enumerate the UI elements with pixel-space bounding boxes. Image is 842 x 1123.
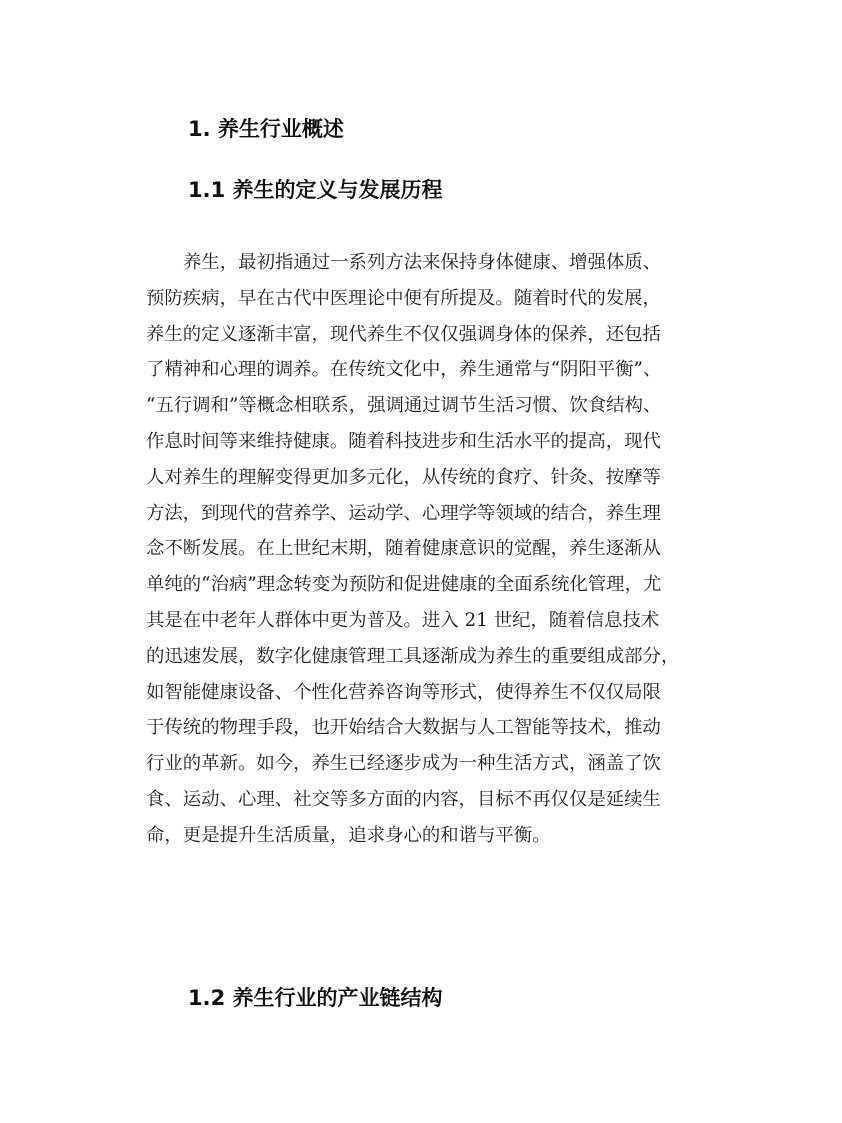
paragraph-line: 预防疾病，早在古代中医理论中便有所提及。随着时代的发展， — [146, 287, 661, 309]
paragraph-line: 人对养生的理解变得更加多元化，从传统的食疗、针灸、按摩等 — [146, 466, 661, 488]
paragraph-line: “五行调和”等概念相联系，强调通过调节生活习惯、饮食结构、 — [146, 395, 662, 417]
paragraph-line: 养生的定义逐渐丰富，现代养生不仅仅强调身体的保养，还包括 — [146, 323, 661, 345]
paragraph-line: 行业的革新。如今，养生已经逐步成为一种生活方式，涵盖了饮 — [146, 753, 661, 775]
paragraph-line: 养生，最初指通过一系列方法来保持身体健康、增强体质、 — [183, 252, 662, 273]
paragraph-line: 作息时间等来维持健康。随着科技进步和生活水平的提高，现代 — [146, 430, 661, 452]
paragraph-line: 如智能健康设备、个性化营养咨询等形式，使得养生不仅仅局限 — [146, 681, 661, 703]
paragraph-line: 食、运动、心理、社交等多方面的内容，目标不再仅仅是延续生 — [146, 788, 661, 810]
paragraph-line: 了精神和心理的调养。在传统文化中，养生通常与“阴阳平衡”、 — [146, 359, 662, 381]
section-heading-1-2: 1.2 养生行业的产业链结构 — [188, 986, 443, 1010]
paragraph-line: 命，更是提升生活质量，追求身心的和谐与平衡。 — [146, 824, 551, 846]
paragraph-line: 的迅速发展，数字化健康管理工具逐渐成为养生的重要组成部分， — [146, 645, 680, 667]
section-heading-1-1: 1.1 养生的定义与发展历程 — [188, 178, 443, 202]
paragraph-line: 念不断发展。在上世纪末期，随着健康意识的觉醒，养生逐渐从 — [146, 538, 661, 560]
paragraph-line: 单纯的“治病”理念转变为预防和促进健康的全面系统化管理，尤 — [146, 574, 662, 596]
paragraph-line: 其是在中老年人群体中更为普及。进入 21 世纪，随着信息技术 — [146, 609, 660, 631]
section-heading-1: 1. 养生行业概述 — [188, 117, 344, 141]
paragraph-line: 方法，到现代的营养学、运动学、心理学等领域的结合，养生理 — [146, 502, 661, 524]
paragraph-line: 于传统的物理手段，也开始结合大数据与人工智能等技术，推动 — [146, 717, 661, 739]
body-paragraph — [146, 245, 706, 854]
